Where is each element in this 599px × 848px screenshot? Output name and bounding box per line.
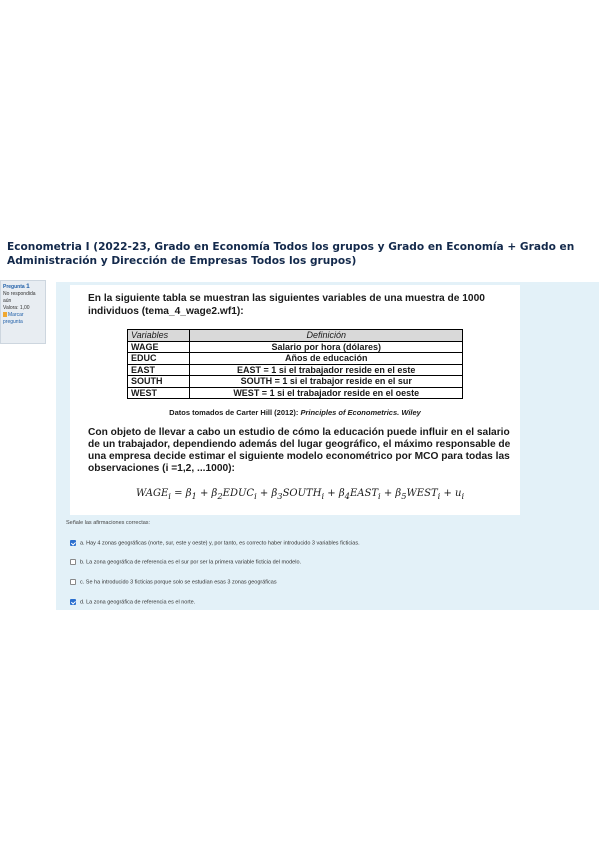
table-header-row (128, 330, 463, 342)
question-status: No respondida aún (3, 291, 36, 304)
flag-question-link[interactable] (3, 312, 43, 326)
answer-option-d[interactable] (70, 599, 195, 605)
question-number-value: 1 (26, 283, 30, 290)
table-header: Variables (128, 330, 190, 342)
table-cell: Salario por hora (dólares) (190, 341, 463, 353)
answer-option-a[interactable] (70, 540, 360, 546)
question-number (3, 283, 43, 291)
course-title: Econometria I (2022-23, Grado en Economía Todos los grupos y Grado en Economía + Grado en Administración y Dirección de Empresas Todos los grupos) (7, 241, 575, 267)
question-label: Pregunta (3, 284, 25, 290)
table-row (128, 376, 463, 388)
table-row (128, 353, 463, 365)
source-prefix: Datos tomados de Carter Hill (2012): (169, 408, 301, 417)
data-source-note (70, 408, 520, 417)
table-cell: EAST (128, 364, 190, 376)
table-cell: EDUC (128, 353, 190, 365)
table-cell: WAGE (128, 341, 190, 353)
regression-formula: $WAGE_i = \beta_1$ + $\beta_2EDUC_i$ + $\beta_3SOUTH_i$ + $\beta_4EAST_i$ + $\beta_5WEST_i + u_i$ (136, 488, 465, 501)
table-cell: EAST = 1 si el trabajador reside en el este (190, 364, 463, 376)
table-header: Definición (190, 330, 463, 342)
option-label: d. La zona geográfica de referencia es el norte. (80, 599, 196, 606)
table-cell: WEST (128, 387, 190, 399)
table-cell: SOUTH = 1 si el trabajor reside en el sur (190, 376, 463, 388)
question-info-panel (0, 280, 46, 344)
variables-table (127, 329, 463, 399)
answer-option-c[interactable] (70, 579, 277, 585)
question-score: Valora: 1,00 (3, 305, 30, 311)
table-cell: WEST = 1 si el trabajador reside en el oeste (190, 387, 463, 399)
checkbox-icon[interactable] (70, 559, 76, 565)
answer-option-b[interactable] (70, 559, 301, 565)
checkbox-icon[interactable] (70, 579, 76, 585)
flag-icon (3, 312, 7, 317)
option-label: a. Hay 4 zonas geográficas (norte, sur, este y oeste) y, por tanto, es correcto haber introducido 3 variables ficticias. (80, 540, 360, 547)
flag-question-label: Marcar pregunta (3, 312, 24, 325)
table-row (128, 387, 463, 399)
source-title: Principles of Econometrics. Wiley (300, 408, 421, 417)
answer-prompt: Señale las afirmaciones correctas: (66, 520, 151, 526)
table-row (128, 341, 463, 353)
option-label: b. La zona geográfica de referencia es el sur por ser la primera variable ficticia del modelo. (80, 559, 302, 566)
table-row (128, 364, 463, 376)
table-cell: SOUTH (128, 376, 190, 388)
table-cell: Años de educación (190, 353, 463, 365)
question-image (70, 285, 520, 515)
option-label: c. Se ha introducido 3 ficticias porque solo se estudian esas 3 zonas geográficas (80, 579, 277, 586)
checkbox-checked-icon[interactable] (70, 599, 76, 605)
question-body: Con objeto de llevar a cabo un estudio de cómo la educación puede influir en el salario de un trabajador, dependiendo además del lugar geográfico, el máximo responsable de una empresa decide estimar el siguiente modelo econométrico por MCO para todas las observaciones (i =1,2, ...1000): (88, 427, 511, 474)
checkbox-checked-icon[interactable] (70, 540, 76, 546)
question-intro: En la siguiente tabla se muestran las siguientes variables de una muestra de 1000 individuos (tema_4_wage2.wf1): (88, 293, 485, 317)
